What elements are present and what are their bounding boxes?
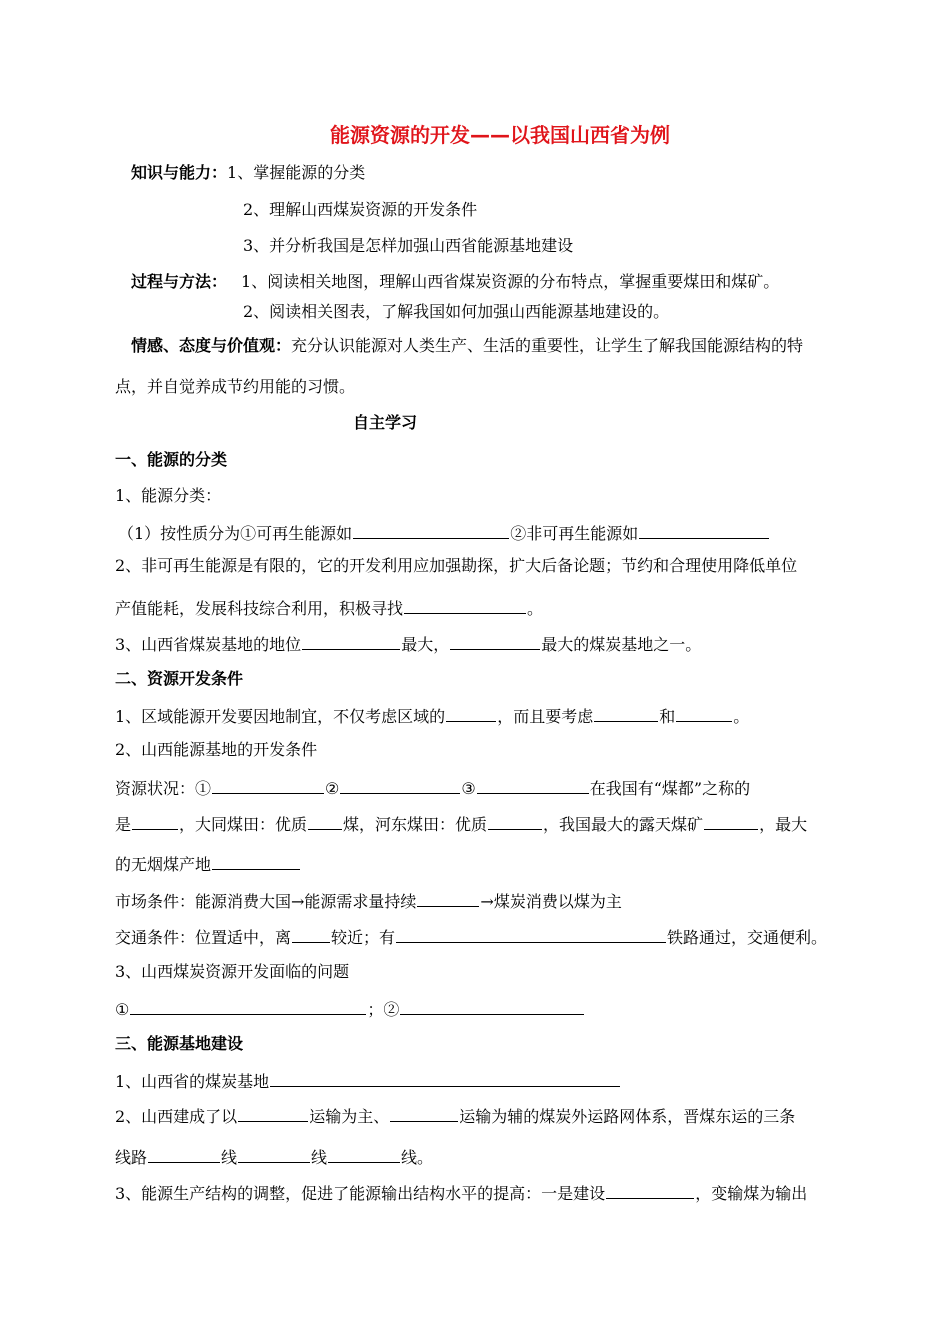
question-text: 3、山西省煤炭基地的地位 (115, 635, 302, 654)
fill-blank[interactable] (270, 1070, 620, 1087)
fill-blank[interactable] (328, 1146, 400, 1163)
question-text: 运输为主、 (309, 1107, 390, 1126)
question (115, 926, 827, 948)
question-text: 3、能源生产结构的调整，促进了能源输出结构水平的提高：一是建设 (115, 1184, 606, 1203)
fill-blank[interactable] (390, 1105, 458, 1122)
question: 2、山西能源基地的开发条件 (115, 740, 318, 759)
question-text: ① (115, 1000, 130, 1019)
emotion-text-cont: 点，并自觉养成节约用能的习惯。 (115, 377, 356, 396)
question-text: ，而且要考虑 (497, 707, 594, 726)
fill-blank[interactable] (417, 890, 479, 907)
self-study-heading: 自主学习 (353, 413, 418, 432)
question-text: 。 (733, 707, 750, 726)
question (115, 998, 585, 1020)
question-text: ，最大 (759, 815, 808, 834)
question-text: 产值能耗，发展科技综合利用，积极寻找 (115, 599, 404, 618)
question-text: ，大同煤田：优质 (179, 815, 308, 834)
question-text: ，变输煤为输出 (695, 1184, 808, 1203)
fill-blank[interactable] (353, 522, 509, 539)
process-item: 1、阅读相关地图，理解山西省煤炭资源的分布特点，掌握重要煤田和煤矿。 (241, 272, 780, 291)
fill-blank[interactable] (606, 1182, 694, 1199)
fill-blank[interactable] (292, 926, 330, 943)
fill-blank[interactable] (132, 813, 178, 830)
knowledge-item: 2、理解山西煤炭资源的开发条件 (243, 200, 478, 219)
fill-blank[interactable] (676, 705, 732, 722)
fill-blank[interactable] (302, 633, 400, 650)
question (115, 813, 807, 835)
fill-blank[interactable] (130, 998, 366, 1015)
fill-blank[interactable] (308, 813, 342, 830)
question-text: 。 (527, 599, 544, 618)
question-text: 市场条件：能源消费大国→能源需求量持续 (115, 892, 417, 911)
question-text: ；② (367, 1000, 400, 1019)
question (115, 853, 301, 875)
question: 2、非可再生能源是有限的，它的开发利用应加强勘探，扩大后备论题；节约和合理使用降低单位 (115, 556, 798, 575)
knowledge-label: 知识与能力： (131, 163, 228, 182)
fill-blank[interactable] (238, 1146, 310, 1163)
fill-blank[interactable] (704, 813, 758, 830)
section-heading: 三、能源基地建设 (115, 1034, 244, 1053)
question (115, 890, 622, 912)
section-heading: 一、能源的分类 (115, 450, 228, 469)
fill-blank[interactable] (238, 1105, 308, 1122)
question-text: 2、山西建成了以 (115, 1107, 238, 1126)
question-text: 1、山西省的煤炭基地 (115, 1072, 270, 1091)
knowledge-item: 1、掌握能源的分类 (227, 163, 366, 182)
question-text: 最大的煤炭基地之一。 (541, 635, 702, 654)
question-text: ③ (461, 779, 476, 798)
fill-blank[interactable] (400, 998, 584, 1015)
question-text: 资源状况：① (115, 779, 212, 798)
question (115, 597, 543, 619)
process-objective (131, 272, 779, 292)
knowledge-objective (131, 163, 365, 183)
question-text: 交通条件：位置适中，离 (115, 928, 292, 947)
page-title: 能源资源的开发——以我国山西省为例 (330, 123, 670, 147)
question (115, 705, 749, 727)
question-text: 线路 (115, 1148, 148, 1167)
emotion-text: 充分认识能源对人类生产、生活的重要性，让学生了解我国能源结构的特 (291, 336, 804, 355)
question-text: 较近；有 (331, 928, 396, 947)
fill-blank[interactable] (396, 926, 666, 943)
question-text: ② (325, 779, 340, 798)
question-text: 最大， (401, 635, 450, 654)
question-text: 铁路通过，交通便利。 (667, 928, 828, 947)
fill-blank[interactable] (450, 633, 540, 650)
question-text: 线 (221, 1148, 238, 1167)
question (115, 1070, 621, 1092)
fill-blank[interactable] (477, 777, 589, 794)
knowledge-item: 3、并分析我国是怎样加强山西省能源基地建设 (243, 236, 574, 255)
question (115, 633, 701, 655)
question: 3、山西煤炭资源开发面临的问题 (115, 962, 350, 981)
process-item: 2、阅读相关图表，了解我国如何加强山西能源基地建设的。 (243, 302, 670, 321)
fill-blank[interactable] (148, 1146, 220, 1163)
question-text: ②非可再生能源如 (510, 524, 639, 543)
question-text: 线 (311, 1148, 328, 1167)
fill-blank[interactable] (446, 705, 496, 722)
question (115, 777, 750, 799)
fill-blank[interactable] (594, 705, 658, 722)
section-heading: 二、资源开发条件 (115, 669, 244, 688)
question-text: 运输为辅的煤炭外运路网体系，晋煤东运的三条 (459, 1107, 796, 1126)
fill-blank[interactable] (488, 813, 542, 830)
process-label: 过程与方法： (131, 272, 228, 291)
question (115, 1182, 807, 1204)
question-text: 煤，河东煤田：优质 (343, 815, 488, 834)
question-text: →煤炭消费以煤为主 (480, 892, 622, 911)
question-text: 线。 (401, 1148, 434, 1167)
fill-blank[interactable] (340, 777, 460, 794)
emotion-objective (131, 336, 803, 356)
question-text: 的无烟煤产地 (115, 855, 212, 874)
question (115, 1105, 795, 1127)
question (118, 522, 770, 544)
question-text: 在我国有“煤都”之称的 (589, 779, 751, 798)
fill-blank[interactable] (639, 522, 769, 539)
emotion-label: 情感、态度与价值观： (131, 336, 292, 355)
fill-blank[interactable] (404, 597, 526, 614)
question: 1、能源分类： (115, 486, 222, 505)
question (115, 1146, 433, 1168)
fill-blank[interactable] (212, 853, 300, 870)
question-text: 1、区域能源开发要因地制宜，不仅考虑区域的 (115, 707, 446, 726)
question-text: 是 (115, 815, 132, 834)
question-text: ，我国最大的露天煤矿 (543, 815, 704, 834)
fill-blank[interactable] (212, 777, 324, 794)
question-text: （1）按性质分为①可再生能源如 (118, 524, 353, 543)
question-text: 和 (659, 707, 676, 726)
